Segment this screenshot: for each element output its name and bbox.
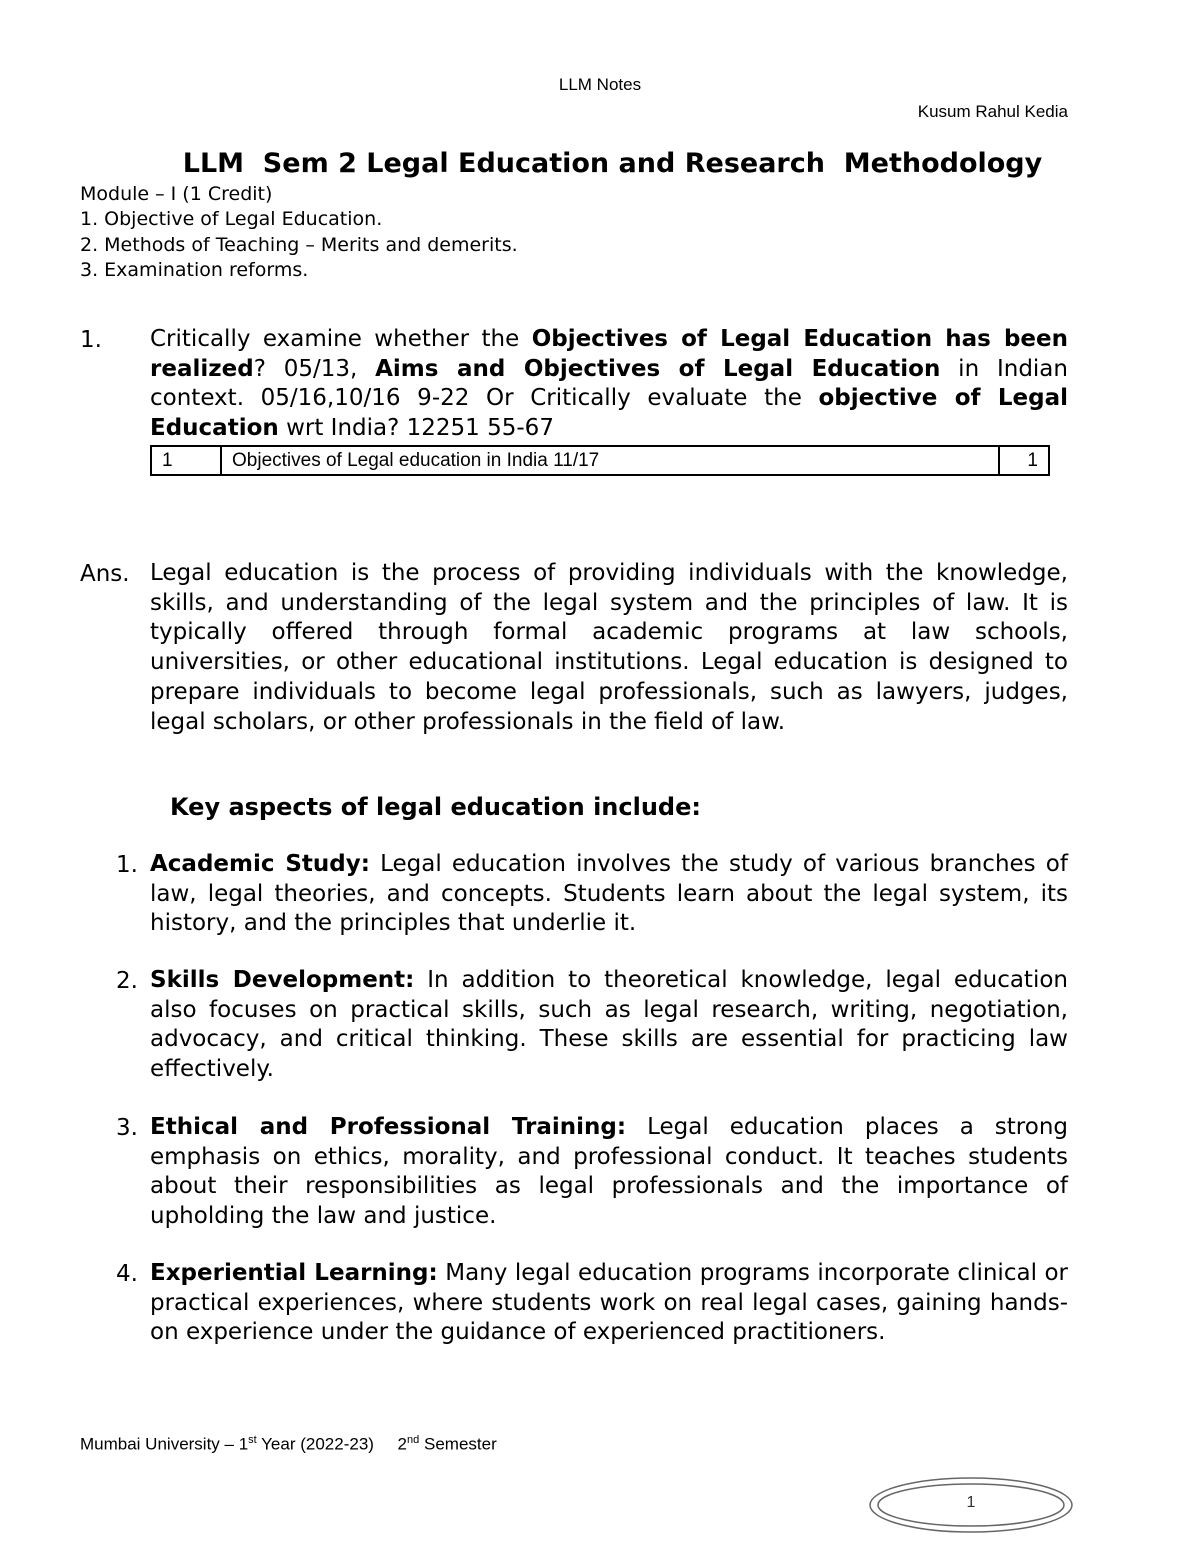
question-text: Critically examine whether the Objectives of Legal Education has been realized? 05/13, Aims and Objectives of Legal Education in Indian context. 05/16,10/16 9-22 Or Critically evaluate the objective of Legal Education wrt India? 12251 55-67: [150, 326, 1068, 442]
list-item-number: 4.: [116, 1261, 138, 1287]
document-title: LLM Sem 2 Legal Education and Research Methodology: [182, 148, 1043, 179]
page-footer: Mumbai University – 1st Year (2022-23) 2nd Semester: [80, 1434, 497, 1454]
answer-label: Ans.: [80, 561, 130, 587]
table-cell-topic: Objectives of Legal education in India 11/17: [221, 446, 999, 475]
module-heading: Module – I (1 Credit): [80, 183, 273, 205]
list-item-number: 1.: [116, 852, 138, 878]
key-aspects-heading: Key aspects of legal education include:: [170, 793, 701, 821]
module-item: 2. Methods of Teaching – Merits and demerits.: [80, 234, 518, 256]
table-row: [151, 446, 1049, 475]
question-number: 1.: [80, 327, 102, 353]
running-header-title: LLM Notes: [558, 75, 642, 94]
list-item: Experiential Learning: Many legal education programs incorporate clinical or practical experiences, where students work on real legal cases, gaining hands-on experience under the guidance of experienced practitioners.: [150, 1260, 1069, 1346]
module-item: 3. Examination reforms.: [80, 259, 309, 281]
list-item-number: 3.: [116, 1115, 138, 1141]
table-cell-marks: 1: [999, 446, 1049, 475]
running-header-author: Kusum Rahul Kedia: [917, 102, 1068, 121]
module-item: 1. Objective of Legal Education.: [80, 208, 383, 230]
list-item-number: 2.: [116, 968, 138, 994]
page-number: 1: [966, 1494, 976, 1511]
answer-text: Legal education is the process of providing individuals with the knowledge, skills, and understanding of the legal system and the principles of law. It is typically offered through formal academic programs at law schools, universities, or other educational institutions. Legal education is designed to prepare individuals to become legal professionals, such as lawyers, judges, legal scholars, or other professionals in the field of law.: [150, 560, 1068, 735]
table-cell-number: 1: [151, 446, 221, 475]
question-table: [150, 445, 1050, 476]
list-item: Academic Study: Legal education involves the study of various branches of law, legal theories, and concepts. Students learn about the legal system, its history, and the principles that underlie it.: [150, 851, 1068, 937]
list-item: Ethical and Professional Training: Legal education places a strong emphasis on ethics, morality, and professional conduct. It teaches students about their responsibilities as legal professionals and the importance of upholding the law and justice.: [150, 1114, 1068, 1230]
list-item: Skills Development: In addition to theoretical knowledge, legal education also focuses on practical skills, such as legal research, writing, negotiation, advocacy, and critical thinking. These skills are essential for practicing law effectively.: [150, 967, 1068, 1083]
